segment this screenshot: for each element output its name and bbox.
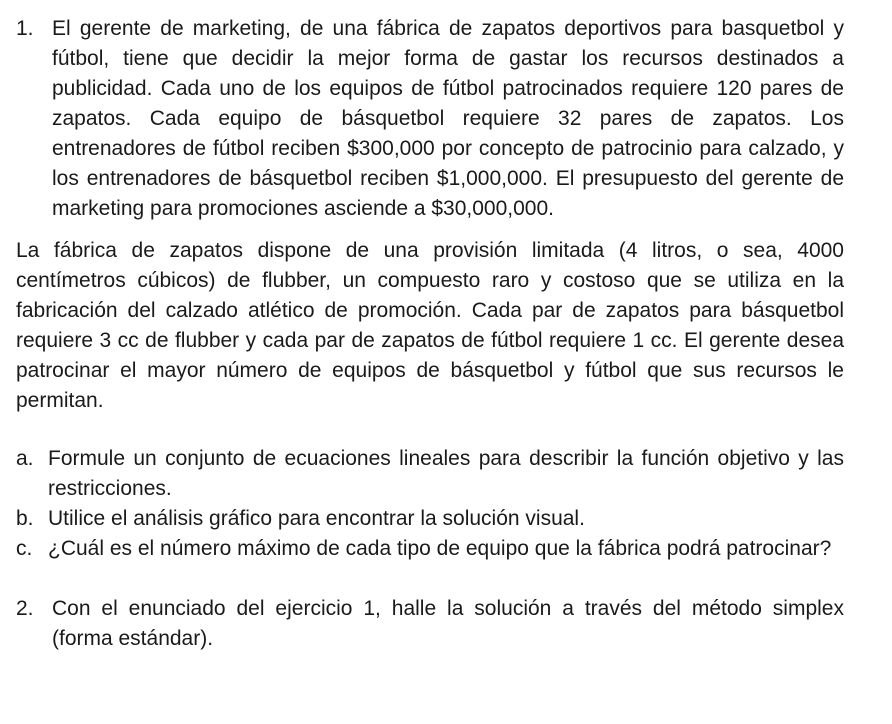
question-c-label: c. [16,537,33,560]
exercise-1-number: 1. [16,17,34,40]
exercise-2-number: 2. [16,597,34,620]
question-c-text: ¿Cuál es el número máximo de cada tipo de equipo que la fábrica podrá patrocinar? [48,537,832,560]
question-b-label: b. [16,507,34,530]
question-a-text: Formule un conjunto de ecuaciones lineales para describir la función objetivo y las restricciones. [48,447,844,500]
exercise-2 [16,594,844,654]
exercise-2-text: Con el enunciado del ejercicio 1, halle la solución a través del método simplex (forma estándar). [52,597,844,650]
exercise-1-text: El gerente de marketing, de una fábrica de zapatos deportivos para basquetbol y fútbol, tiene que decidir la mejor forma de gastar los recursos destinados a publicidad. Cada uno de los equipos de fútbol patrocinados requiere 120 pares de zapatos. Cada equipo de básquetbol requiere 32 pares de zapatos. Los entrenadores de fútbol reciben $300,000 por concepto de patrocinio para calzado, y los entrenadores de básquetbol reciben $1,000,000. El presupuesto del gerente de marketing para promociones asciende a $30,000,000. [52,17,844,220]
exercise-1 [16,14,844,224]
question-b [16,504,844,534]
flubber-paragraph: La fábrica de zapatos dispone de una provisión limitada (4 litros, o sea, 4000 centímetros cúbicos) de flubber, un compuesto raro y costoso que se utiliza en la fabricación del calzado atlético de promoción. Cada par de zapatos para básquetbol requiere 3 cc de flubber y cada par de zapatos de fútbol requiere 1 cc. El gerente desea patrocinar el mayor número de equipos de básquetbol y fútbol que sus recursos le permitan. [16,239,844,412]
question-c [16,534,844,564]
question-b-text: Utilice el análisis gráfico para encontrar la solución visual. [48,507,585,530]
question-a-label: a. [16,447,34,470]
question-a [16,444,844,504]
